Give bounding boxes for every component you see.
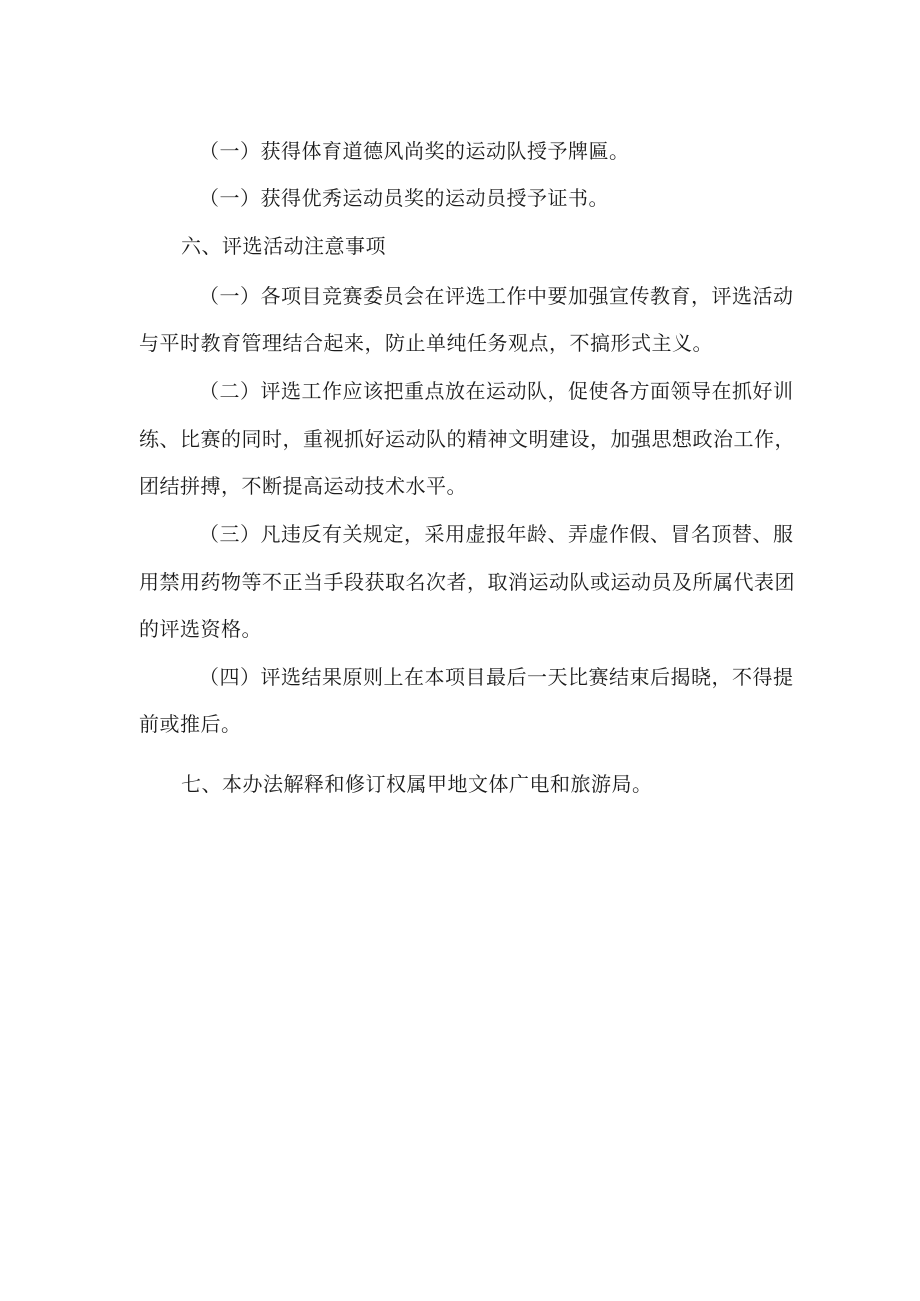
section6-para4-line2: 前或推后。	[139, 712, 242, 736]
section7-statement: 七、本办法解释和修订权属甲地文体广电和旅游局。	[181, 772, 653, 796]
section6-heading: 六、评选活动注意事项	[181, 234, 386, 258]
section6-para3-line1: （三）凡违反有关规定，采用虚报年龄、弄虚作假、冒名顶替、服	[199, 522, 794, 546]
section6-para2-line3: 团结拼搏，不断提高运动技术水平。	[139, 474, 467, 498]
section6-para2-line1: （二）评选工作应该把重点放在运动队，促使各方面领导在抓好训	[199, 379, 794, 403]
section6-para4-line1: （四）评选结果原则上在本项目最后一天比赛结束后揭晓，不得提	[199, 665, 794, 689]
section6-para2-line2: 练、比赛的同时，重视抓好运动队的精神文明建设，加强思想政治工作，	[139, 427, 795, 451]
section6-para3-line2: 用禁用药物等不正当手段获取名次者，取消运动队或运动员及所属代表团	[139, 570, 795, 594]
section6-para1-line2: 与平时教育管理结合起来，防止单纯任务观点，不搞形式主义。	[139, 331, 713, 355]
section6-para3-line3: 的评选资格。	[139, 617, 262, 641]
award-item-athlete: （一）获得优秀运动员奖的运动员授予证书。	[199, 186, 609, 210]
award-item-team: （一）获得体育道德风尚奖的运动队授予牌匾。	[199, 139, 630, 163]
section6-para1-line1: （一）各项目竞赛委员会在评选工作中要加强宣传教育，评选活动	[199, 284, 794, 308]
